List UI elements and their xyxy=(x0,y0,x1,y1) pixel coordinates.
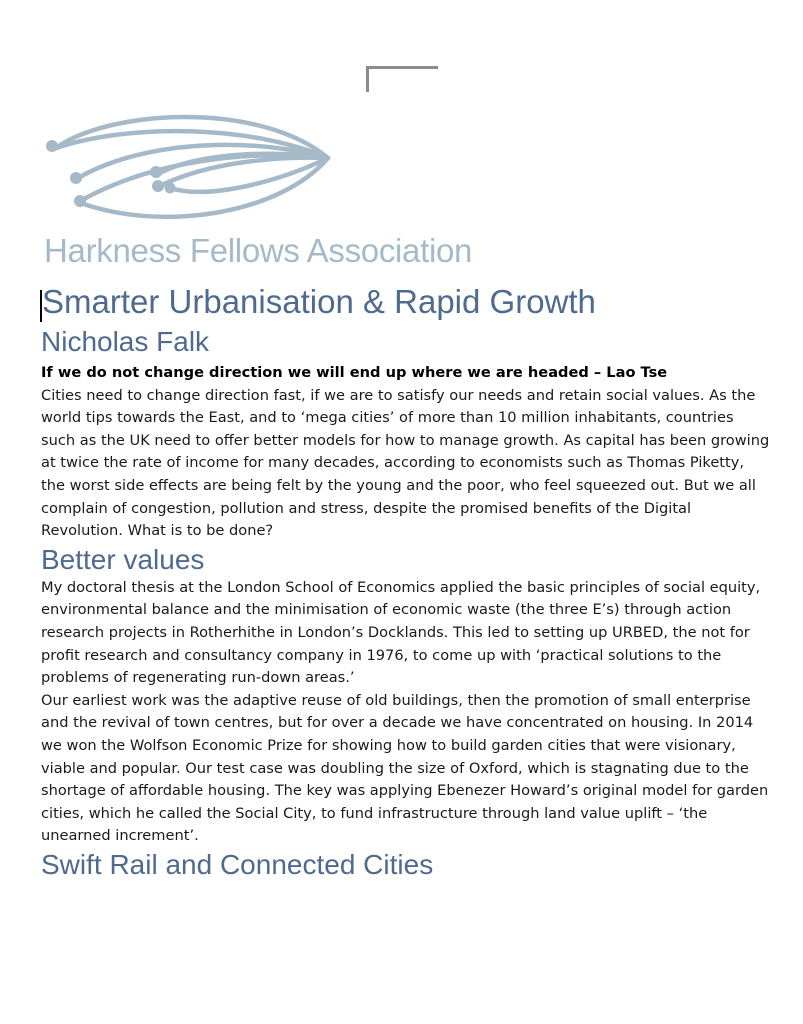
harkness-logo-icon xyxy=(38,100,338,230)
article-author: Nicholas Falk xyxy=(41,326,210,357)
section-heading-swift-rail: Swift Rail and Connected Cities xyxy=(41,848,434,880)
section-heading-better-values: Better values xyxy=(41,543,205,575)
body-paragraph: Our earliest work was the adaptive reuse of old buildings, then the promotion of small enterprise and the revival of town centres, but for over a decade we have concentrated on housing. In 2014 we won the Wolfson Economic Prize for showing how to build garden cities that were visionary, viable and popular. Our test case was doubling the size of Oxford, which is stagnating due to the shortage of affordable housing. The key was applying Ebenezer Howard’s original model for garden cities, which he called the Social City, to fund infrastructure through land value uplift – ‘the unearned increment’. xyxy=(41,691,769,845)
article-title: Smarter Urbanisation & Rapid Growth xyxy=(42,283,596,320)
epigraph: If we do not change direction we will end up where we are headed – Lao Tse xyxy=(41,364,668,381)
body-paragraph: My doctoral thesis at the London School of Economics applied the basic principles of social equity, environmental balance and the minimisation of economic waste (the three E’s) through action research projects in Rotherhithe in London’s Docklands. This led to setting up URBED, the not for profit research and consultancy company in 1976, to come up with ‘practical solutions to the problems of regenerating run-down areas.’ xyxy=(41,578,761,687)
intro-paragraph: Cities need to change direction fast, if we are to satisfy our needs and retain social values. As the world tips towards the East, and to ‘mega cities’ of more than 10 million inhabitants, countries such as the UK need to offer better models for how to manage growth. As capital has been growing at twice the rate of income for many decades, according to economists such as Thomas Piketty, the worst side effects are being felt by the young and the poor, who feel squeezed out. But we all complain of congestion, pollution and stress, despite the promised benefits of the Digital Revolution. What is to be done? xyxy=(41,386,770,540)
image-placeholder-corner xyxy=(366,66,438,92)
organisation-name: Harkness Fellows Association xyxy=(44,232,473,269)
article-body xyxy=(41,362,771,882)
